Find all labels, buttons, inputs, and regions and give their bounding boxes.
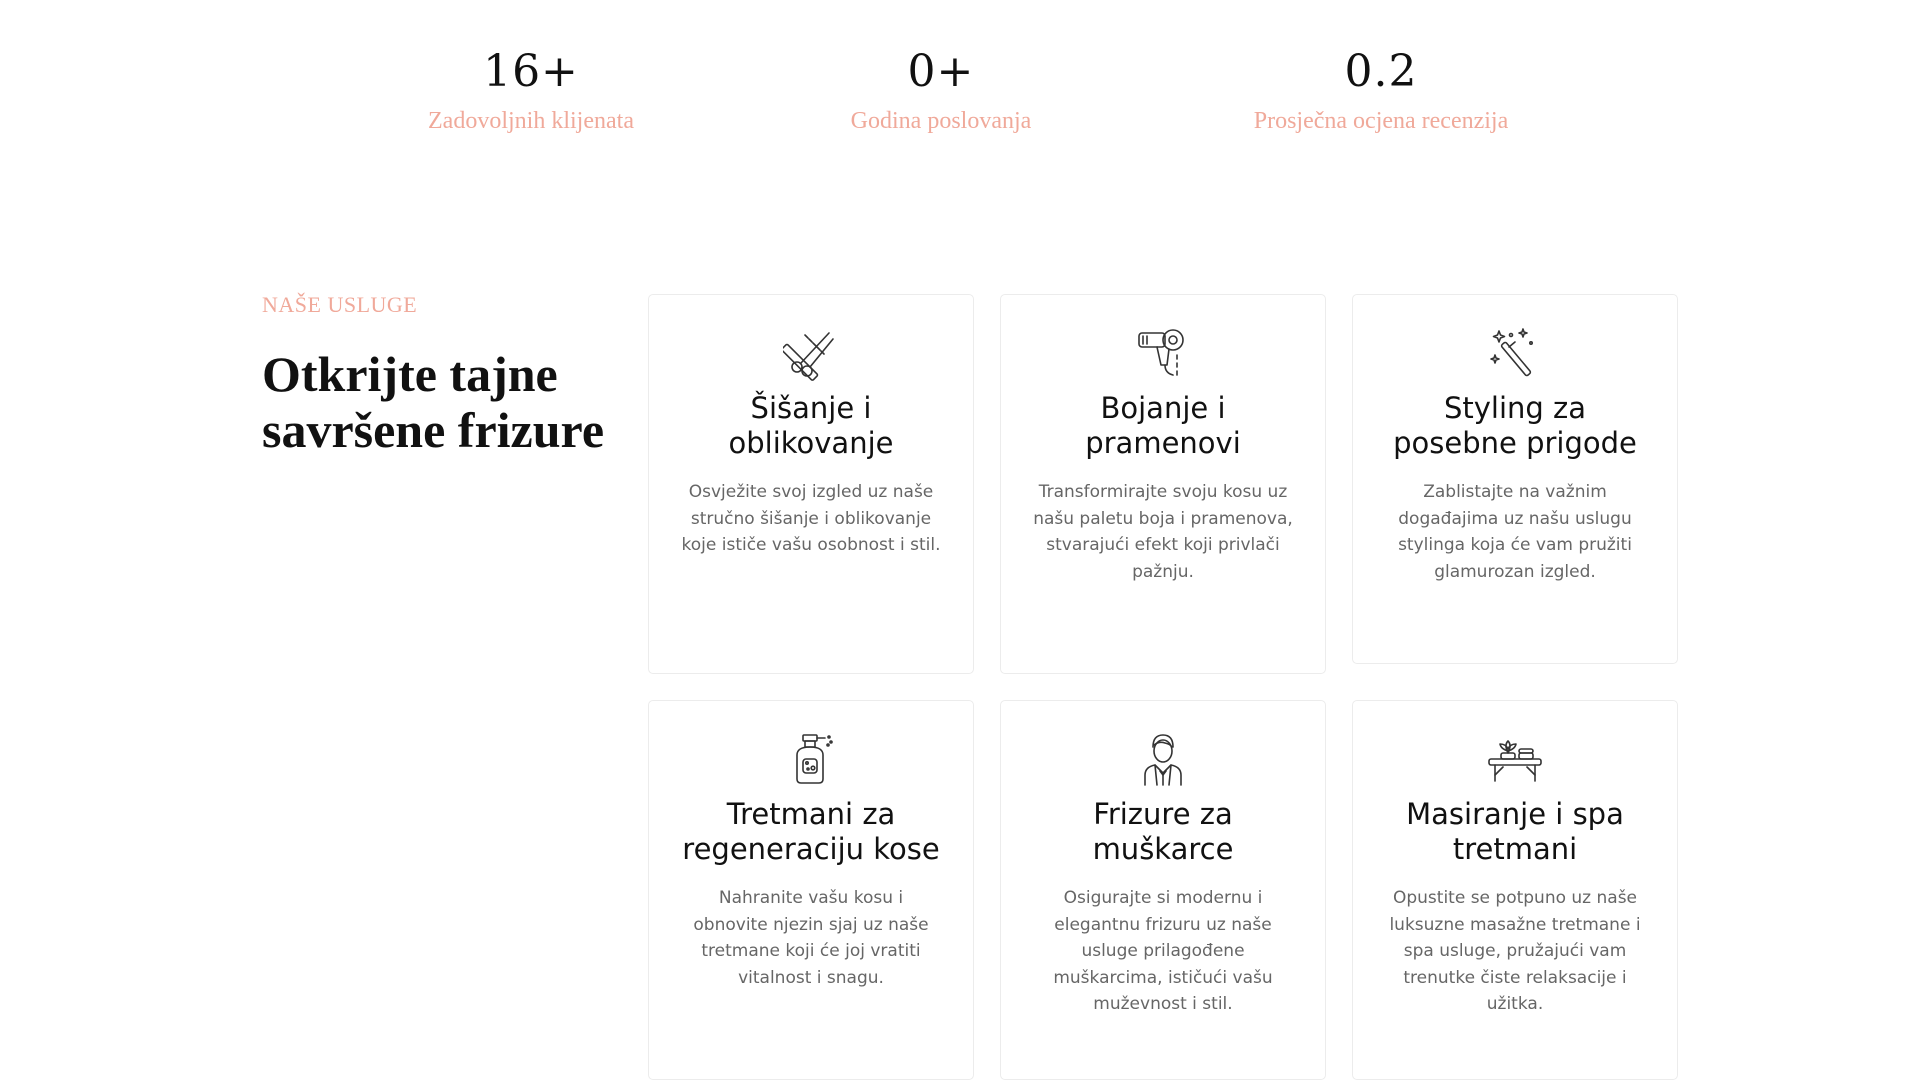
- service-title: Šišanje i oblikovanje: [728, 391, 894, 460]
- spray-bottle-icon: [677, 731, 945, 787]
- service-title: Frizure za muškarce: [1092, 797, 1234, 866]
- stat-value: 0+: [907, 46, 975, 97]
- section-eyebrow: NAŠE USLUGE: [262, 292, 418, 317]
- stat-value: 0.2: [1344, 46, 1418, 97]
- scissors-comb-icon: [677, 325, 945, 381]
- service-description: Nahranite vašu kosu i obnovite njezin sjaj uz naše tretmane koji će joj vratiti vitalnost i snagu.: [693, 888, 929, 988]
- service-description: Zablistajte na važnim događajima uz našu uslugu stylinga koja će vam pružiti glamurozan izgled.: [1398, 482, 1632, 582]
- service-card-mens-haircuts[interactable]: [1000, 700, 1326, 1080]
- service-card-regeneration[interactable]: [648, 700, 974, 1080]
- service-title: Masiranje i spa tretmani: [1406, 797, 1624, 866]
- stat-satisfied-clients: [428, 42, 634, 138]
- service-card-haircut[interactable]: [648, 294, 974, 674]
- stat-average-rating: [1254, 42, 1509, 138]
- service-title: Tretmani za regeneraciju kose: [682, 797, 940, 866]
- hair-dryer-icon: [1029, 325, 1297, 381]
- service-description: Osvježite svoj izgled uz naše stručno šišanje i oblikovanje koje ističe vašu osobnost i stil.: [681, 482, 941, 555]
- service-description: Transformirajte svoju kosu uz našu paletu boja i pramenova, stvarajući efekt koji privlači pažnju.: [1033, 482, 1293, 582]
- stat-years-in-business: [851, 42, 1032, 138]
- service-card-coloring[interactable]: [1000, 294, 1326, 674]
- man-in-suit-icon: [1029, 731, 1297, 787]
- stat-label: Godina poslovanja: [850, 108, 1032, 134]
- magic-wand-sparkles-icon: [1381, 325, 1649, 381]
- section-title: Otkrijte tajne savršene frizure: [262, 346, 605, 458]
- stat-label: Prosječna ocjena recenzija: [1253, 108, 1509, 134]
- stat-value: 16+: [483, 46, 579, 97]
- service-card-styling[interactable]: [1352, 294, 1678, 664]
- service-title: Bojanje i pramenovi: [1085, 391, 1241, 460]
- stat-label: Zadovoljnih klijenata: [428, 108, 634, 134]
- service-card-massage-spa[interactable]: [1352, 700, 1678, 1080]
- service-description: Opustite se potpuno uz naše luksuzne masažne tretmane i spa usluge, pružajući vam trenutke čiste relaksacije i užitka.: [1389, 888, 1641, 1014]
- service-description: Osigurajte si modernu i elegantnu frizuru uz naše usluge prilagođene muškarcima, ističući vašu muževnost i stil.: [1053, 888, 1273, 1014]
- massage-table-icon: [1381, 731, 1649, 787]
- service-title: Styling za posebne prigode: [1393, 391, 1637, 460]
